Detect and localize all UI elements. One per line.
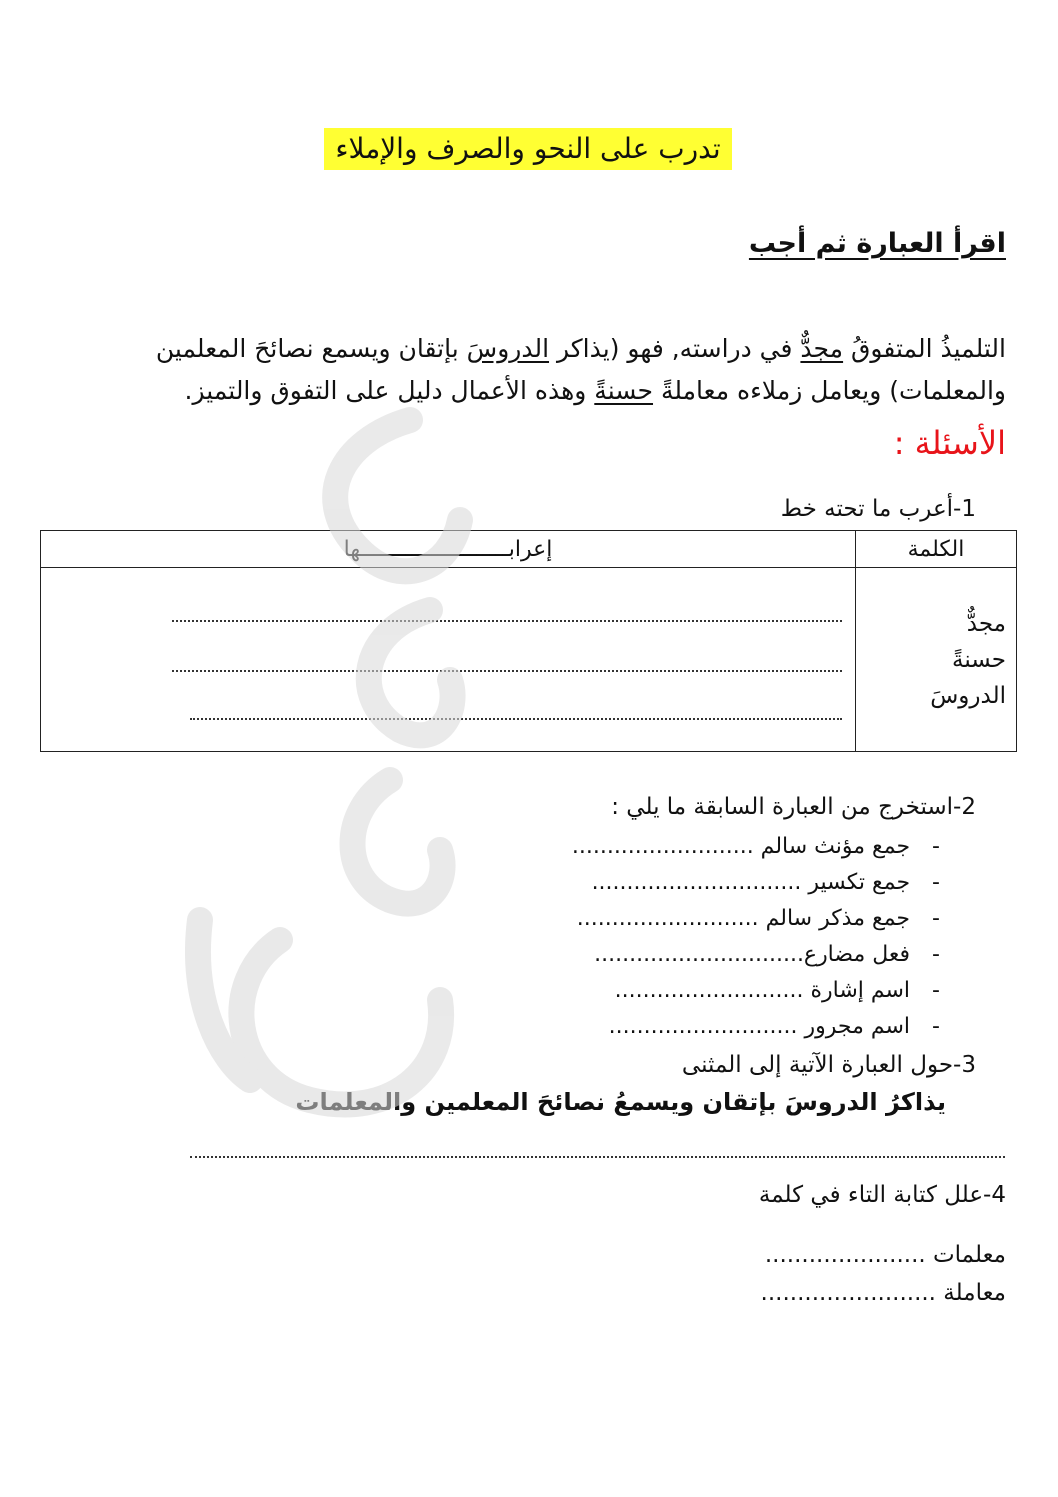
passage-line-1: التلميذُ المتفوقُ مجدٌّ في دراسته, فهو (يذاكر الدروسَ بإتقان ويسمع نصائحَ المعلمين xyxy=(155,334,1006,363)
question-2-prompt: 2-استخرج من العبارة السابقة ما يلي : xyxy=(611,794,976,820)
answer-line[interactable] xyxy=(190,1156,1005,1158)
reasoning-word: معلمات ...................... xyxy=(764,1242,1006,1268)
question-1-prompt: 1-أعرب ما تحته خط xyxy=(780,496,976,522)
table-word: الدروسَ xyxy=(930,683,1006,709)
answer-cell[interactable] xyxy=(41,568,856,752)
extract-item: -جمع تكسير .............................. xyxy=(591,870,940,895)
questions-heading: الأسئلة : xyxy=(893,424,1006,462)
watermark xyxy=(160,380,490,1180)
table-word: مجدٌّ xyxy=(966,611,1006,637)
table-row xyxy=(41,568,1017,752)
extract-item: -جمع مؤنث سالم .......................... xyxy=(571,834,940,859)
column-header-word: الكلمة xyxy=(856,531,1017,568)
instruction-heading: اقرأ العبارة ثم أجب xyxy=(748,228,1006,259)
sentence-to-convert: يذاكرُ الدروسَ بإتقان ويسمعُ نصائحَ المعلمين والمعلمات xyxy=(295,1088,946,1116)
reading-passage xyxy=(76,328,1006,412)
words-cell xyxy=(856,568,1017,752)
extract-item: -جمع مذكر سالم .......................... xyxy=(576,906,940,931)
table-header-row xyxy=(41,531,1017,568)
extract-item: -فعل مضارع.............................. xyxy=(594,942,940,967)
column-header-parsing: إعرابـــــــــــــــــــــــها xyxy=(41,531,856,568)
question-4-prompt: 4-علل كتابة التاء في كلمة xyxy=(758,1182,1006,1208)
worksheet-title: تدرب على النحو والصرف والإملاء xyxy=(324,128,732,170)
answer-line[interactable] xyxy=(172,620,842,622)
question-3-prompt: 3-حول العبارة الآتية إلى المثنى xyxy=(681,1052,976,1078)
answer-line[interactable] xyxy=(172,670,842,672)
extract-item: -اسم مجرور ........................... xyxy=(608,1014,940,1039)
table-word: حسنةً xyxy=(951,647,1006,673)
passage-line-2: والمعلمات) ويعامل زملاءه معاملةً حسنةً وهذه الأعمال دليل على التفوق والتميز. xyxy=(184,376,1006,405)
extract-item: -اسم إشارة ........................... xyxy=(614,978,940,1003)
reasoning-word: معاملة ........................ xyxy=(760,1280,1006,1306)
underlined-word: حسنةً xyxy=(594,376,654,405)
underlined-word: مجدٌّ xyxy=(800,334,844,363)
answer-line[interactable] xyxy=(190,718,842,720)
underlined-word: الدروسَ xyxy=(466,334,550,363)
